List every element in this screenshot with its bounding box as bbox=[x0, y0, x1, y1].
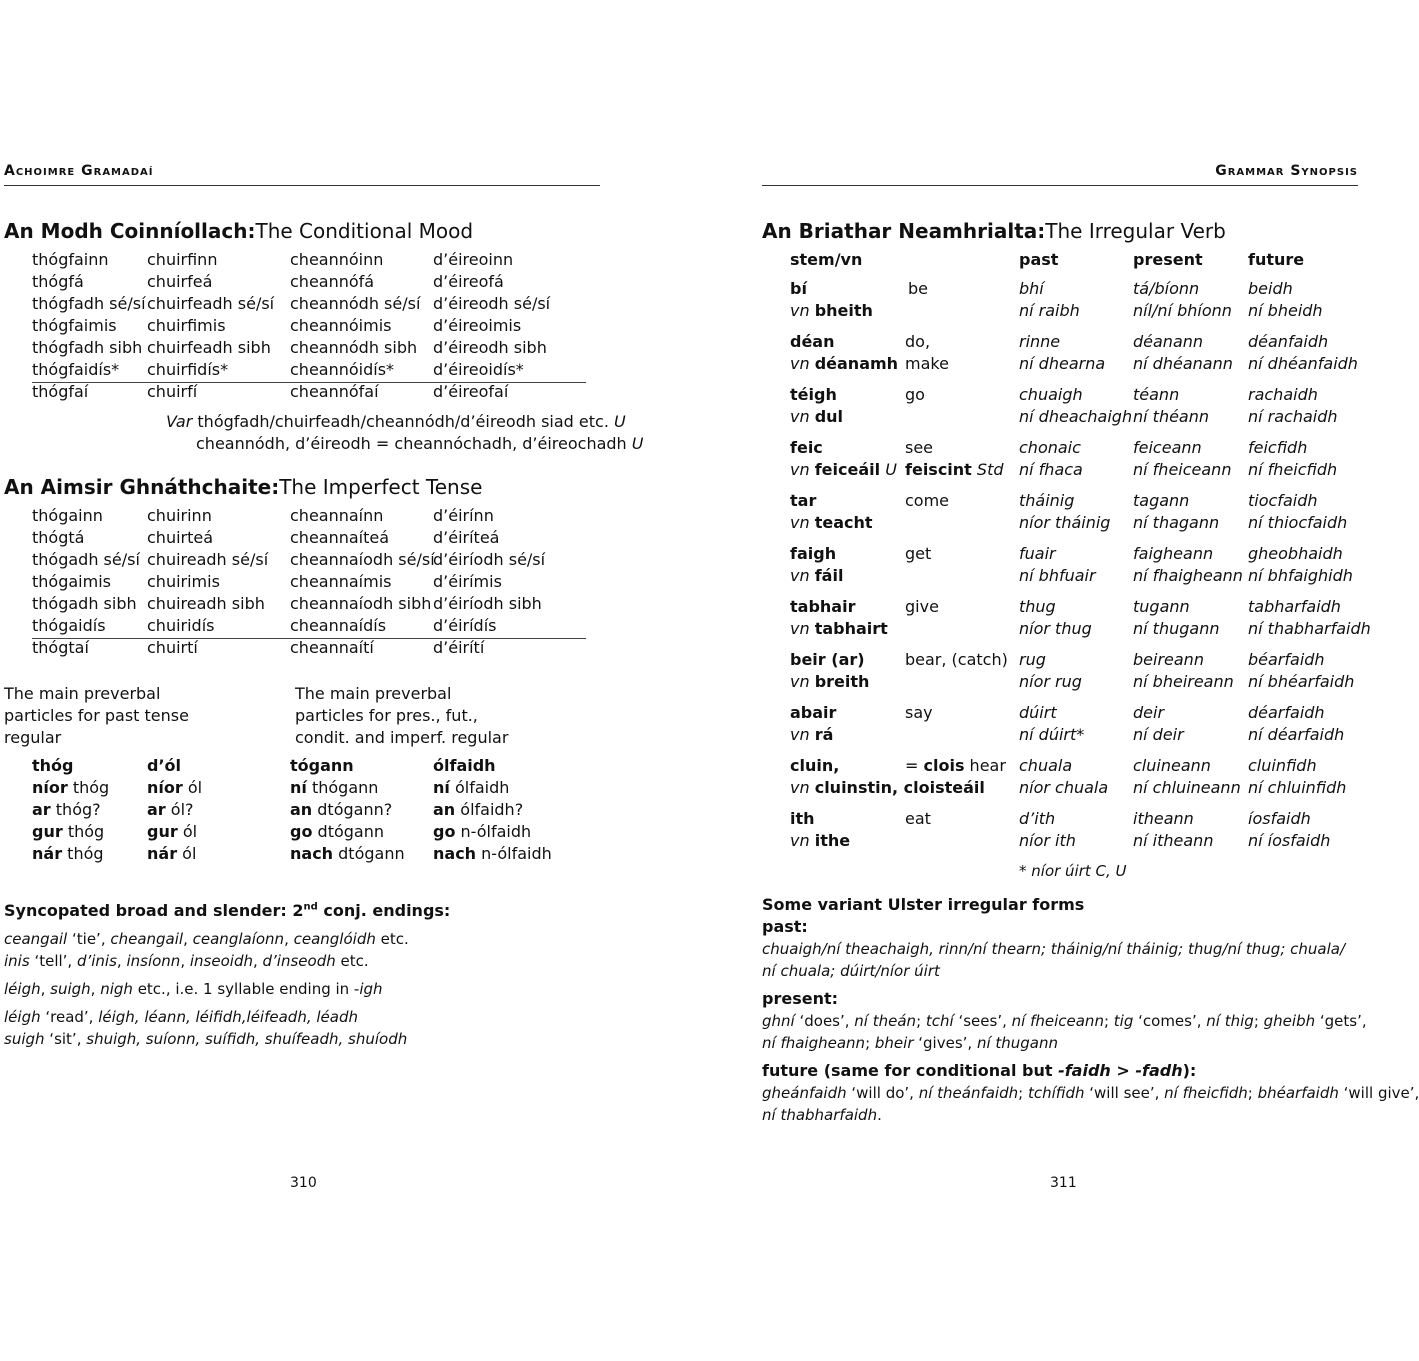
table-cell: thógtá bbox=[32, 528, 85, 547]
table-cell: tógann bbox=[290, 756, 354, 775]
table-cell: cheannaímis bbox=[290, 572, 392, 591]
table-cell: níor ól bbox=[147, 778, 203, 797]
verb-noun: vn bheith bbox=[790, 301, 873, 320]
table-cell: d’ól bbox=[147, 756, 182, 775]
verb-form: ní dhéanann bbox=[1133, 354, 1233, 373]
verb-form: ní rachaidh bbox=[1248, 407, 1338, 426]
table-cell: cheannaínn bbox=[290, 506, 384, 525]
table-cell: nach n-ólfaidh bbox=[433, 844, 552, 863]
running-head: Achoimre Gramadaí bbox=[4, 163, 154, 179]
table-cell: cheannóimis bbox=[290, 316, 392, 335]
verb-form: ní théann bbox=[1133, 407, 1210, 426]
verb-form: rug bbox=[1019, 650, 1046, 669]
verb-form: déanann bbox=[1133, 332, 1204, 351]
verb-form: chonaic bbox=[1019, 438, 1081, 457]
table-cell: cheannódh sé/sí bbox=[290, 294, 421, 313]
ulster-past-label: past: bbox=[762, 917, 808, 936]
verb-form: bhí bbox=[1019, 279, 1044, 298]
table-cell: thógadh sé/sí bbox=[32, 550, 140, 569]
table-cell: chuirfí bbox=[147, 382, 198, 401]
verb-noun: vn tabhairt bbox=[790, 619, 888, 638]
column-header: future bbox=[1248, 250, 1305, 269]
table-cell: thógainn bbox=[32, 506, 103, 525]
header-rule bbox=[4, 185, 600, 186]
table-cell: cheannaíteá bbox=[290, 528, 390, 547]
table-cell: d’éirínn bbox=[433, 506, 494, 525]
verb-form: ní thugann bbox=[1133, 619, 1220, 638]
table-cell: chuireadh sé/sí bbox=[147, 550, 269, 569]
verb-form: ní bhfaighidh bbox=[1248, 566, 1353, 585]
table-cell: thógtaí bbox=[32, 638, 89, 657]
verb-form: ní dúirt* bbox=[1019, 725, 1085, 744]
verb-form: ní íosfaidh bbox=[1248, 831, 1331, 850]
verb-stem: abair bbox=[790, 703, 837, 722]
verb-stem: faigh bbox=[790, 544, 837, 563]
preverbal-past-caption: The main preverbal particles for past tense regular bbox=[4, 684, 189, 747]
verb-stem: déan bbox=[790, 332, 835, 351]
verb-form: rachaidh bbox=[1248, 385, 1318, 404]
verb-form: rinne bbox=[1019, 332, 1061, 351]
table-cell: níor thóg bbox=[32, 778, 110, 797]
ulster-future-label: future (same for conditional but -faidh > -fadh): bbox=[762, 1061, 1197, 1080]
verb-noun: vn fáil bbox=[790, 566, 844, 585]
verb-noun: vn breith bbox=[790, 672, 870, 691]
verb-form: béarfaidh bbox=[1248, 650, 1325, 669]
page-number: 310 bbox=[290, 1175, 317, 1191]
table-cell: ólfaidh bbox=[433, 756, 496, 775]
table-cell: chuirinn bbox=[147, 506, 212, 525]
table-cell: d’éireofaí bbox=[433, 382, 509, 401]
verb-form: níor tháinig bbox=[1019, 513, 1111, 532]
column-header: present bbox=[1133, 250, 1203, 269]
table-cell: chuirteá bbox=[147, 528, 214, 547]
conditional-dialect-note: cheannódh, d’éireodh = cheannóchadh, d’éireochadh U bbox=[196, 434, 644, 453]
verb-form: níl/ní bhíonn bbox=[1133, 301, 1232, 320]
table-cell: thógfá bbox=[32, 272, 84, 291]
table-cell: cheannófaí bbox=[290, 382, 379, 401]
table-cell: cheannaíodh sibh bbox=[290, 594, 432, 613]
verb-stem: bí bbox=[790, 279, 807, 298]
verb-form: beireann bbox=[1133, 650, 1204, 669]
table-cell: cheannaítí bbox=[290, 638, 374, 657]
table-cell: cheannófá bbox=[290, 272, 375, 291]
syncopated-heading: Syncopated broad and slender: 2nd conj. endings: bbox=[4, 901, 451, 920]
verb-form: ní chluinfidh bbox=[1248, 778, 1347, 797]
table-cell: gur thóg bbox=[32, 822, 105, 841]
verb-form: thug bbox=[1019, 597, 1056, 616]
table-cell: ní thógann bbox=[290, 778, 379, 797]
verb-noun: vn teacht bbox=[790, 513, 873, 532]
verb-noun: vn rá bbox=[790, 725, 834, 744]
verb-gloss: get bbox=[905, 544, 932, 563]
ulster-present-label: present: bbox=[762, 989, 839, 1008]
ulster-past-line: chuaigh/ní theachaigh, rinn/ní thearn; tháinig/ní tháinig; thug/ní thug; chuala/ bbox=[762, 940, 1346, 958]
imperfect-title: An Aimsir Ghnáthchaite:The Imperfect Tense bbox=[4, 475, 483, 499]
verb-form: ní dhéanfaidh bbox=[1248, 354, 1358, 373]
verb-form: deir bbox=[1133, 703, 1165, 722]
table-cell: ní ólfaidh bbox=[433, 778, 510, 797]
verb-form: ní dhearna bbox=[1019, 354, 1106, 373]
verb-gloss: say bbox=[905, 703, 933, 722]
verb-form: ní fhaca bbox=[1019, 460, 1083, 479]
table-cell: thógadh sibh bbox=[32, 594, 137, 613]
verb-stem: téigh bbox=[790, 385, 837, 404]
verb-noun: vn ithe bbox=[790, 831, 851, 850]
table-cell: gur ól bbox=[147, 822, 198, 841]
verb-form: beidh bbox=[1248, 279, 1293, 298]
table-cell: thógfaí bbox=[32, 382, 89, 401]
table-cell: an ólfaidh? bbox=[433, 800, 524, 819]
verb-form: itheann bbox=[1133, 809, 1194, 828]
table-cell: d’éirítí bbox=[433, 638, 485, 657]
verb-form: tabharfaidh bbox=[1248, 597, 1341, 616]
table-cell: cheannaíodh sé/sí bbox=[290, 550, 435, 569]
table-cell: thógfadh sibh bbox=[32, 338, 143, 357]
column-header: stem/vn bbox=[790, 250, 863, 269]
verb-form: feiceann bbox=[1133, 438, 1202, 457]
verb-stem: ith bbox=[790, 809, 815, 828]
table-cell: ar ól? bbox=[147, 800, 194, 819]
table-cell: chuirfeadh sé/sí bbox=[147, 294, 275, 313]
verb-form: ní raibh bbox=[1019, 301, 1080, 320]
verb-form: tháinig bbox=[1019, 491, 1075, 510]
syncopated-line: léigh ‘read’, léigh, léann, léifidh,léifeadh, léadh bbox=[4, 1008, 358, 1026]
table-cell: cheannóidís* bbox=[290, 360, 395, 379]
ulster-present-line: ghní ‘does’, ní theán; tchí ‘sees’, ní fheiceann; tig ‘comes’, ní thig; gheibh ‘gets’, bbox=[762, 1012, 1367, 1030]
verb-gloss: give bbox=[905, 597, 939, 616]
table-cell: d’éirímis bbox=[433, 572, 502, 591]
verb-form: ní bheidh bbox=[1248, 301, 1323, 320]
table-cell: d’éireoimis bbox=[433, 316, 522, 335]
verb-form: ní deir bbox=[1133, 725, 1184, 744]
verb-gloss: = clois hear bbox=[905, 756, 1006, 775]
verb-gloss: bear, (catch) bbox=[905, 650, 1008, 669]
verb-form: níor chuala bbox=[1019, 778, 1109, 797]
verb-form: ní fheicfidh bbox=[1248, 460, 1338, 479]
syncopated-line: léigh, suigh, nigh etc., i.e. 1 syllable ending in -igh bbox=[4, 980, 383, 998]
conditional-var-note: Var thógfadh/chuirfeadh/cheannódh/d’éireodh siad etc. U bbox=[166, 412, 626, 431]
ulster-future-line: gheánfaidh ‘will do’, ní theánfaidh; tchífidh ‘will see’, ní fheicfidh; bhéarfaidh ‘will give’, bbox=[762, 1084, 1419, 1102]
conditional-title: An Modh Coinníollach:The Conditional Mood bbox=[4, 219, 474, 243]
verb-form: déanfaidh bbox=[1248, 332, 1329, 351]
verb-stem: tabhair bbox=[790, 597, 856, 616]
verb-form: tiocfaidh bbox=[1248, 491, 1318, 510]
table-cell: d’éiríodh sibh bbox=[433, 594, 542, 613]
table-cell: chuireadh sibh bbox=[147, 594, 265, 613]
preverbal-present-caption: The main preverbal particles for pres., fut., condit. and imperf. regular bbox=[295, 684, 509, 747]
verb-form: ní dheachaigh bbox=[1019, 407, 1133, 426]
verb-form: fuair bbox=[1019, 544, 1056, 563]
verb-form: níor thug bbox=[1019, 619, 1092, 638]
verb-form: ní thagann bbox=[1133, 513, 1220, 532]
table-divider bbox=[32, 638, 586, 639]
verb-noun: vn cluinstin, cloisteáil bbox=[790, 778, 985, 797]
table-divider bbox=[32, 382, 586, 383]
table-cell: d’éireofá bbox=[433, 272, 504, 291]
verb-form: chuala bbox=[1019, 756, 1073, 775]
table-cell: d’éireoinn bbox=[433, 250, 514, 269]
ulster-present-line: ní fhaigheann; bheir ‘gives’, ní thugann bbox=[762, 1034, 1059, 1052]
verb-form: ní fheiceann bbox=[1133, 460, 1232, 479]
verb-form: níor rug bbox=[1019, 672, 1082, 691]
table-cell: nár ól bbox=[147, 844, 197, 863]
verb-form: íosfaidh bbox=[1248, 809, 1311, 828]
verb-stem: cluin, bbox=[790, 756, 840, 775]
column-header: past bbox=[1019, 250, 1059, 269]
table-cell: thóg bbox=[32, 756, 74, 775]
table-cell: chuiridís bbox=[147, 616, 215, 635]
verb-form: d’ith bbox=[1019, 809, 1056, 828]
verb-form: gheobhaidh bbox=[1248, 544, 1343, 563]
verb-gloss: make bbox=[905, 354, 949, 373]
verb-noun: vn déanamh bbox=[790, 354, 899, 373]
verb-gloss: eat bbox=[905, 809, 931, 828]
table-cell: thógfadh sé/sí bbox=[32, 294, 146, 313]
table-cell: cheannóinn bbox=[290, 250, 384, 269]
verb-stem: tar bbox=[790, 491, 817, 510]
verb-form: ní thabharfaidh bbox=[1248, 619, 1371, 638]
header-rule bbox=[762, 185, 1358, 186]
verb-form: déarfaidh bbox=[1248, 703, 1325, 722]
verb-noun: vn feiceáil U bbox=[790, 460, 897, 479]
verb-form: ní thiocfaidh bbox=[1248, 513, 1348, 532]
verb-gloss: feiscint Std bbox=[905, 460, 1004, 479]
irregular-title: An Briathar Neamhrialta:The Irregular Verb bbox=[762, 219, 1226, 243]
table-cell: cheannaídís bbox=[290, 616, 387, 635]
table-cell: nár thóg bbox=[32, 844, 104, 863]
table-cell: an dtógann? bbox=[290, 800, 393, 819]
ulster-heading: Some variant Ulster irregular forms bbox=[762, 895, 1085, 914]
verb-form: ní bhfuair bbox=[1019, 566, 1096, 585]
table-cell: thógfainn bbox=[32, 250, 109, 269]
verb-gloss: do, bbox=[905, 332, 931, 351]
table-cell: go n-ólfaidh bbox=[433, 822, 532, 841]
table-cell: thógfaimis bbox=[32, 316, 117, 335]
verb-form: feicfidh bbox=[1248, 438, 1308, 457]
verb-stem: beir (ar) bbox=[790, 650, 865, 669]
verb-form: tá/bíonn bbox=[1133, 279, 1200, 298]
table-cell: d’éireodh sibh bbox=[433, 338, 547, 357]
table-cell: chuirfeadh sibh bbox=[147, 338, 271, 357]
verb-form: ní déarfaidh bbox=[1248, 725, 1345, 744]
syncopated-line: inis ‘tell’, d’inis, insíonn, inseoidh, d’inseodh etc. bbox=[4, 952, 369, 970]
table-cell: d’éirídís bbox=[433, 616, 497, 635]
verb-form: ní bhéarfaidh bbox=[1248, 672, 1355, 691]
table-cell: d’éiríodh sé/sí bbox=[433, 550, 546, 569]
verb-form: faigheann bbox=[1133, 544, 1214, 563]
verb-noun: vn dul bbox=[790, 407, 844, 426]
table-cell: chuirtí bbox=[147, 638, 198, 657]
table-cell: go dtógann bbox=[290, 822, 384, 841]
page-number: 311 bbox=[1050, 1175, 1077, 1191]
verb-form: tagann bbox=[1133, 491, 1190, 510]
ulster-past-line: ní chuala; dúirt/níor úirt bbox=[762, 962, 940, 980]
verb-form: chuaigh bbox=[1019, 385, 1083, 404]
verb-form: ní bheireann bbox=[1133, 672, 1234, 691]
running-head: Grammar Synopsis bbox=[1215, 163, 1358, 179]
table-cell: d’éireodh sé/sí bbox=[433, 294, 551, 313]
verb-gloss: come bbox=[905, 491, 950, 510]
table-cell: d’éireoidís* bbox=[433, 360, 524, 379]
verb-form: tugann bbox=[1133, 597, 1190, 616]
verb-form: ní chluineann bbox=[1133, 778, 1241, 797]
syncopated-line: suigh ‘sit’, shuigh, suíonn, suífidh, shuífeadh, shuíodh bbox=[4, 1030, 408, 1048]
table-cell: ar thóg? bbox=[32, 800, 101, 819]
verb-form: ní fhaigheann bbox=[1133, 566, 1243, 585]
table-cell: chuirfinn bbox=[147, 250, 218, 269]
verb-stem: feic bbox=[790, 438, 823, 457]
verb-form: níor ith bbox=[1019, 831, 1076, 850]
syncopated-line: ceangail ‘tie’, cheangail, ceanglaíonn, ceanglóidh etc. bbox=[4, 930, 409, 948]
table-cell: chuirfeá bbox=[147, 272, 213, 291]
irregular-footnote: * níor úirt C, U bbox=[1019, 862, 1127, 880]
verb-gloss: be bbox=[908, 279, 928, 298]
table-cell: chuirimis bbox=[147, 572, 220, 591]
verb-gloss: see bbox=[905, 438, 934, 457]
table-cell: thógaimis bbox=[32, 572, 111, 591]
verb-form: dúirt bbox=[1019, 703, 1057, 722]
table-cell: chuirfidís* bbox=[147, 360, 229, 379]
table-cell: cheannódh sibh bbox=[290, 338, 418, 357]
verb-gloss: go bbox=[905, 385, 925, 404]
table-cell: thógfaidís* bbox=[32, 360, 120, 379]
table-cell: nach dtógann bbox=[290, 844, 405, 863]
table-cell: d’éiríteá bbox=[433, 528, 500, 547]
table-cell: thógaidís bbox=[32, 616, 106, 635]
verb-form: ní itheann bbox=[1133, 831, 1214, 850]
verb-form: cluinfidh bbox=[1248, 756, 1317, 775]
verb-form: cluineann bbox=[1133, 756, 1211, 775]
table-cell: chuirfimis bbox=[147, 316, 226, 335]
ulster-future-line: ní thabharfaidh. bbox=[762, 1106, 882, 1124]
verb-form: téann bbox=[1133, 385, 1180, 404]
